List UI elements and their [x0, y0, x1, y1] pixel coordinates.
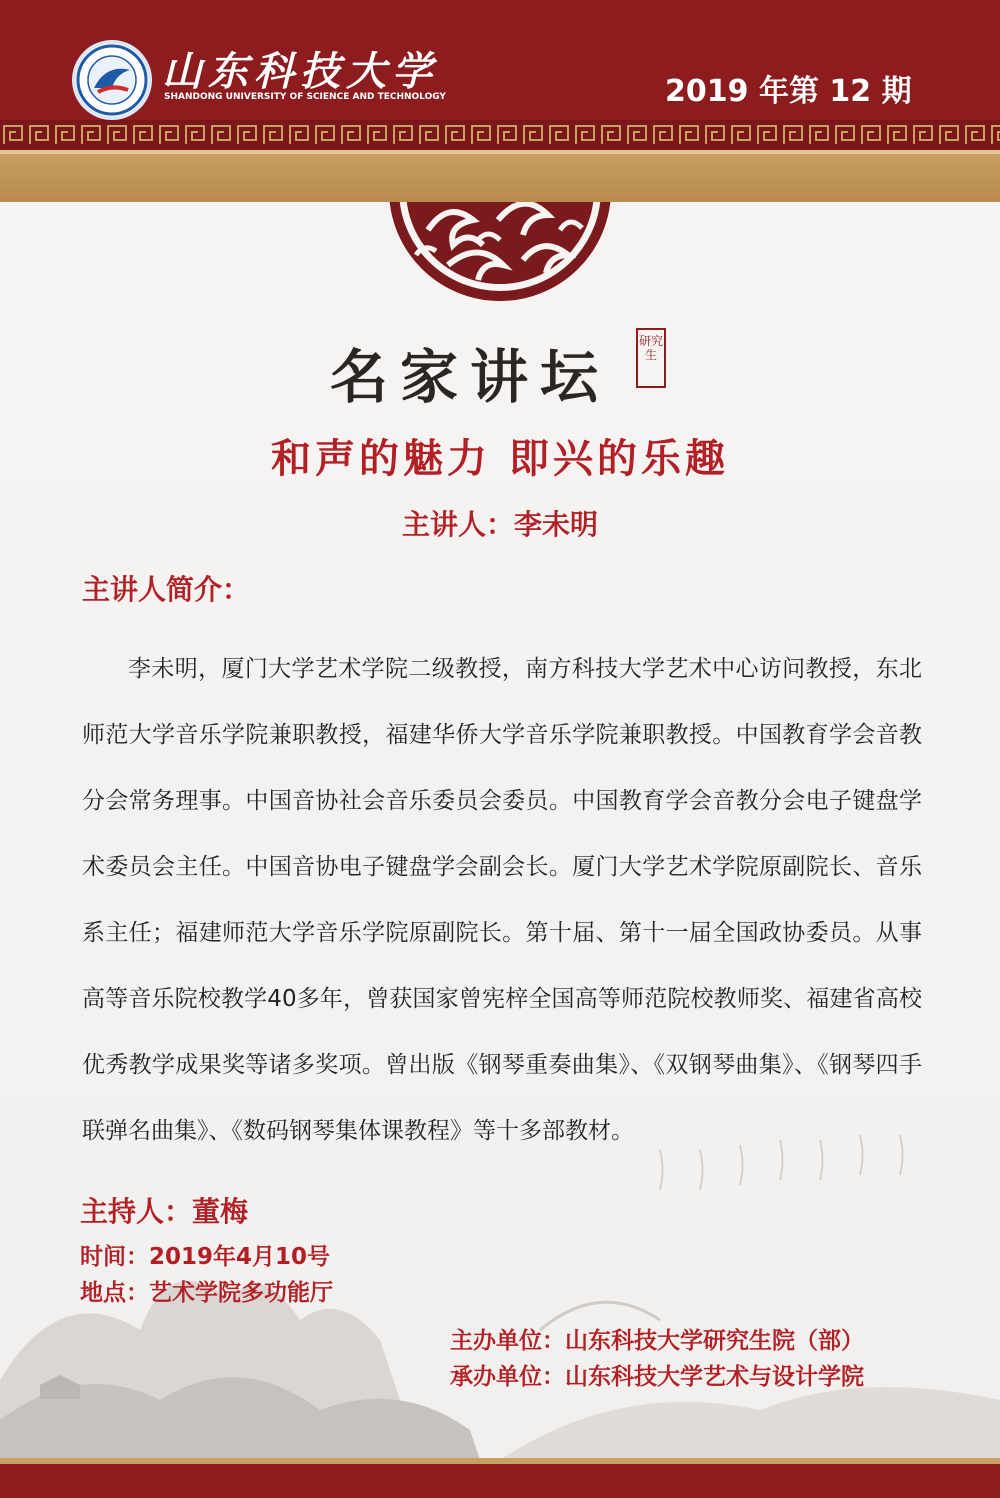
seal-stamp: 研究生 [636, 328, 666, 388]
speaker-line: 主讲人：李未明 [401, 508, 598, 541]
cloud-pattern-medallion-icon [328, 90, 672, 302]
university-name-cn: 山东科技大学 [162, 48, 438, 95]
issue-number: 2019 年第 12 期 [665, 74, 912, 109]
forum-name: 名家讲坛 [330, 343, 611, 411]
speaker-bio: 李未明，厦门大学艺术学院二级教授，南方科技大学艺术中心访问教授，东北师范大学音乐学院兼职教授，福建华侨大学音乐学院兼职教授。中国教育学会音教分会常务理事。中国音协社会音乐委员会委员。中国教育学会音教分会电子键盘学术委员会主任。中国音协电子键盘学会副会长。厦门大学艺术学院原副院长、音乐系主任；福建师范大学音乐学院原副院长。第十届、第十一届全国政协委员。从事高等音乐院校教学40多年，曾获国家曾宪梓全国高等师范院校教师奖、福建省高校优秀教学成果奖等诸多奖项。曾出版《钢琴重奏曲集》、《双钢琴曲集》、《钢琴四手联弹名曲集》、《数码钢琴集体课教程》等十多部教材。 [82, 656, 922, 1144]
host-line: 主持人：董梅 [80, 1195, 249, 1228]
speaker-intro-heading: 主讲人简介： [82, 573, 251, 606]
university-emblem-icon [72, 40, 152, 120]
lecture-title: 和声的魅力 即兴的乐趣 [271, 436, 729, 482]
time-line: 时间：2019年4月10号 [80, 1244, 331, 1270]
footer-band [0, 1458, 1000, 1498]
venue-line: 地点：艺术学院多功能厅 [80, 1280, 333, 1306]
organizer-line: 主办单位：山东科技大学研究生院（部） [450, 1328, 864, 1354]
co-organizer-line: 承办单位：山东科技大学艺术与设计学院 [450, 1364, 864, 1390]
university-name-en: SHANDONG UNIVERSITY OF SCIENCE AND TECHNOLOGY [164, 92, 446, 102]
